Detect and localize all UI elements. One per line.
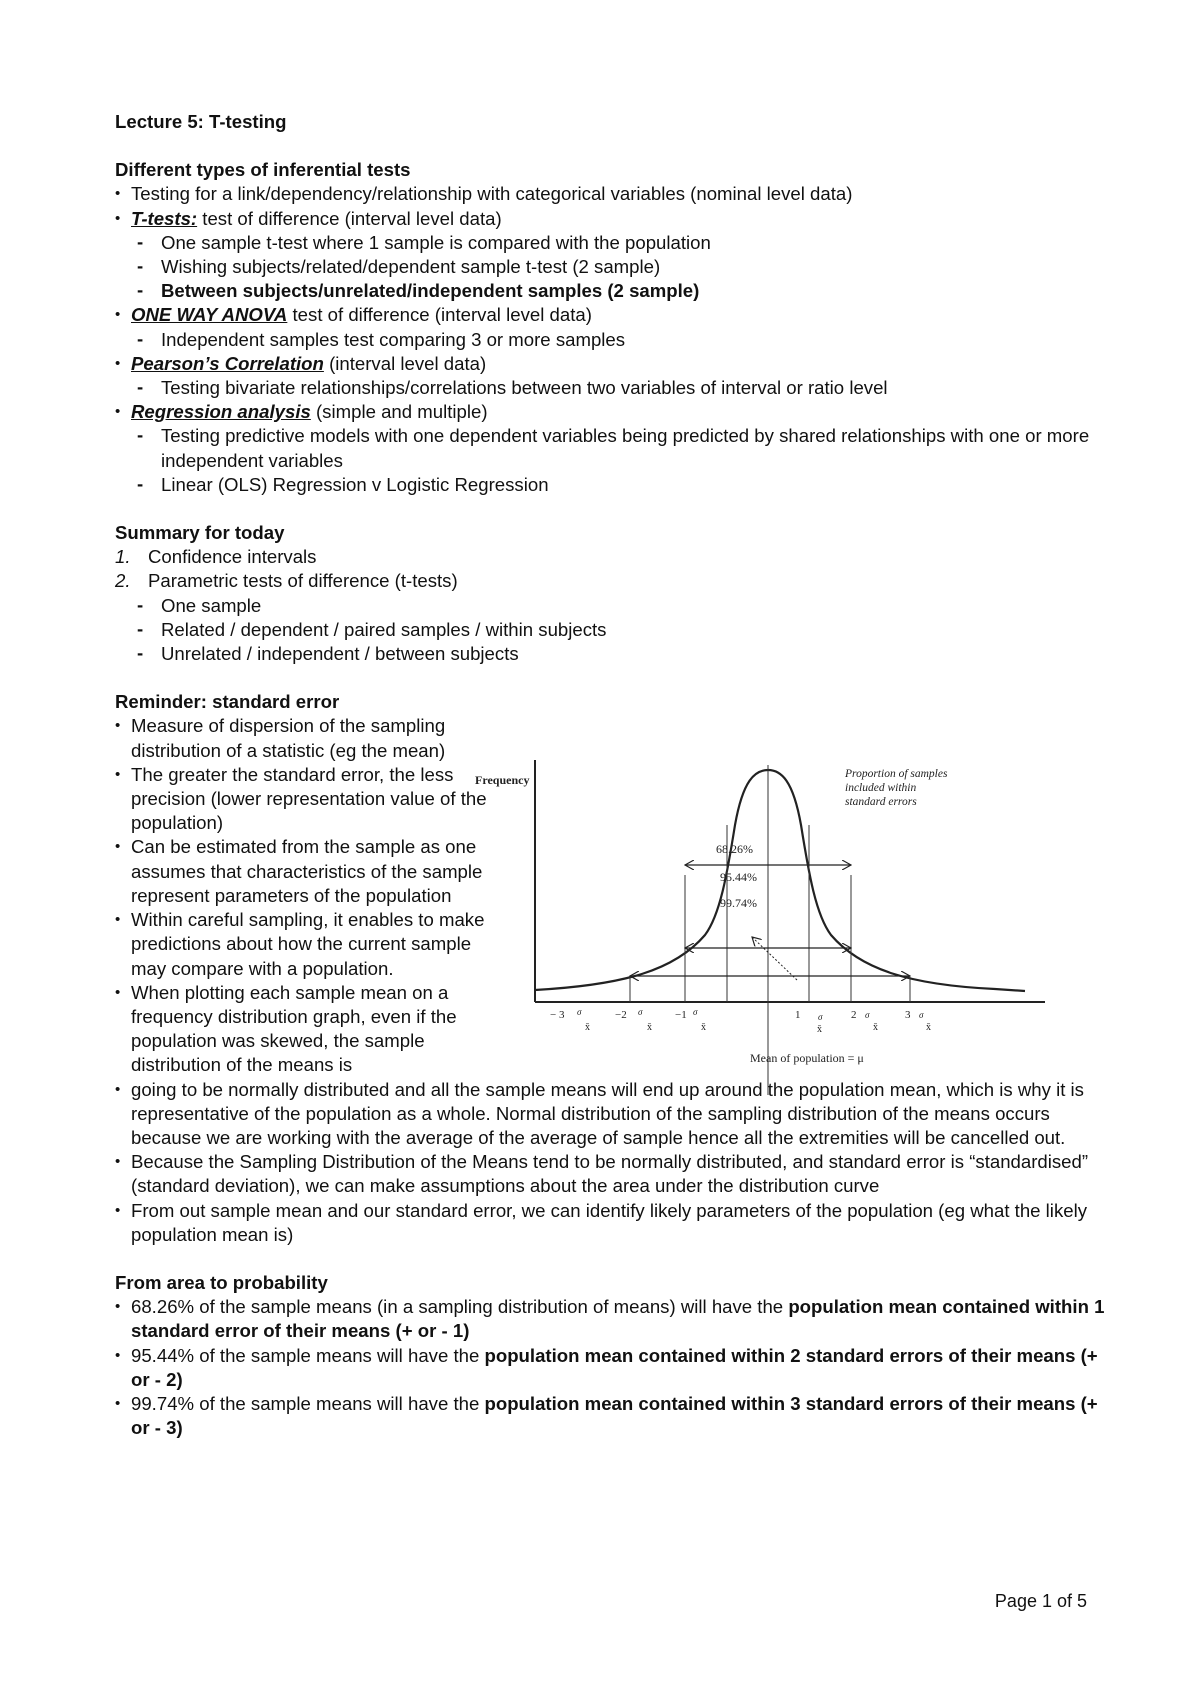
tick-pos3: 3 [905,1009,911,1021]
term-regression: Regression analysis [131,401,311,423]
tick-neg2: −2 [615,1009,627,1021]
list-item: • Regression analysis (simple and multiple) [115,400,1105,424]
svg-text:σ: σ [638,1007,643,1017]
section-heading-standard-error: Reminder: standard error [115,691,340,713]
sub-list-item: - Linear (OLS) Regression v Logistic Regression [137,472,549,495]
list-item: • T-tests: test of difference (interval level data) [115,207,1105,231]
term-t-tests: T-tests: [131,207,198,229]
list-item: • From out sample mean and our standard error, we can identify likely parameters of the population (eg what the likely population mean is) [115,1199,1105,1247]
numbered-item: 1. Confidence intervals [115,546,317,568]
svg-text:σ: σ [865,1010,870,1020]
bell-curve [535,770,1025,991]
page-title: Lecture 5: T-testing [115,111,287,132]
numbered-item: 2. Parametric tests of difference (t-tests) [115,570,458,592]
tick-neg1: −1 [675,1009,687,1021]
mean-population-label: Mean of population = μ [750,1051,864,1065]
list-item: • Testing for a link/dependency/relationship with categorical variables (nominal level data) [115,182,1105,206]
section-heading-inferential-tests: Different types of inferential tests [115,159,411,181]
svg-text:x̄: x̄ [585,1022,590,1033]
percent-99: 99.74% [720,896,757,910]
sub-list-item: - Testing predictive models with one dependent variables being predicted by shared relationships with one or more independent variables [137,424,1090,471]
term-pearson: Pearson’s Correlation [131,352,324,374]
percent-95: 95.44% [720,870,757,884]
mean-pointer [752,937,797,980]
svg-text:σ: σ [577,1007,582,1017]
svg-text:x̄: x̄ [817,1024,822,1035]
section-heading-area-probability: From area to probability [115,1271,328,1293]
list-item: • Pearson’s Correlation (interval level data) [115,352,1105,376]
list-item: • Measure of dispersion of the sampling distribution of a statistic (eg the mean) [115,714,496,762]
list-item: • The greater the standard error, the less precision (lower representation value of the population) [115,763,496,836]
sub-list-item: - Related / dependent / paired samples / within subjects [137,617,607,640]
list-item: • When plotting each sample mean on a frequency distribution graph, even if the population was skewed, the sample distribution of the means is [115,981,496,1078]
list-item: • Within careful sampling, it enables to make predictions about how the current sample may compare with a population. [115,908,496,981]
sub-list-item: - Wishing subjects/related/dependent sample t-test (2 sample) [137,255,661,278]
section-heading-summary: Summary for today [115,522,285,544]
sub-list-item: - Testing bivariate relationships/correlations between two variables of interval or ratio level [137,376,888,399]
list-item: • 95.44% of the sample means will have the population mean contained within 2 standard errors of their means (+ or - 2) [115,1344,1105,1392]
list-item: • Because the Sampling Distribution of the Means tend to be normally distributed, and standard error is “standardised” (standard deviation), we can make assumptions about the area under the distribution curve [115,1150,1105,1198]
sub-list-item: - Unrelated / independent / between subjects [137,642,519,665]
sub-list-item: - One sample t-test where 1 sample is compared with the population [137,230,711,253]
page-number: Page 1 of 5 [994,1591,1087,1611]
sub-list-item: - Independent samples test comparing 3 or more samples [137,327,626,350]
tick-pos2: 2 [851,1009,857,1021]
svg-text:x̄: x̄ [647,1022,652,1033]
list-item: • 68.26% of the sample means (in a sampling distribution of means) will have the population mean contained within 1 standard error of their means (+ or - 1) [115,1295,1105,1343]
svg-text:x̄: x̄ [873,1022,878,1033]
svg-text:σ: σ [818,1012,823,1022]
svg-text:σ: σ [919,1010,924,1020]
percent-68: 68.26% [716,842,753,856]
svg-text:σ: σ [693,1007,698,1017]
sub-list-item: - Between subjects/unrelated/independent samples (2 sample) [137,279,700,302]
tick-neg3: − 3 [550,1009,565,1021]
list-item: • 99.74% of the sample means will have the population mean contained within 3 standard errors of their means (+ or - 3) [115,1392,1105,1440]
note-line-2: included within [845,782,917,794]
list-item: • Can be estimated from the sample as one assumes that characteristics of the sample represent parameters of the population [115,835,496,908]
normal-distribution-figure [475,755,1050,1095]
svg-text:x̄: x̄ [701,1022,706,1033]
list-item-continuation: • going to be normally distributed and all the sample means will end up around the population mean, which is why it is representative of the population as a whole. Normal distribution of the sampling distribution of the means occurs because we are working with the average of the average of sample hence all the extremities will be cancelled out. [131,1078,1084,1148]
frequency-label: Frequency [475,773,530,787]
list-item: • ONE WAY ANOVA test of difference (interval level data) [115,303,1105,327]
svg-text:x̄: x̄ [926,1022,931,1033]
note-line-3: standard errors [845,796,917,808]
note-line-1: Proportion of samples [845,768,948,780]
term-anova: ONE WAY ANOVA [131,304,288,326]
sub-list-item: - One sample [137,593,262,616]
tick-pos1: 1 [795,1009,801,1021]
